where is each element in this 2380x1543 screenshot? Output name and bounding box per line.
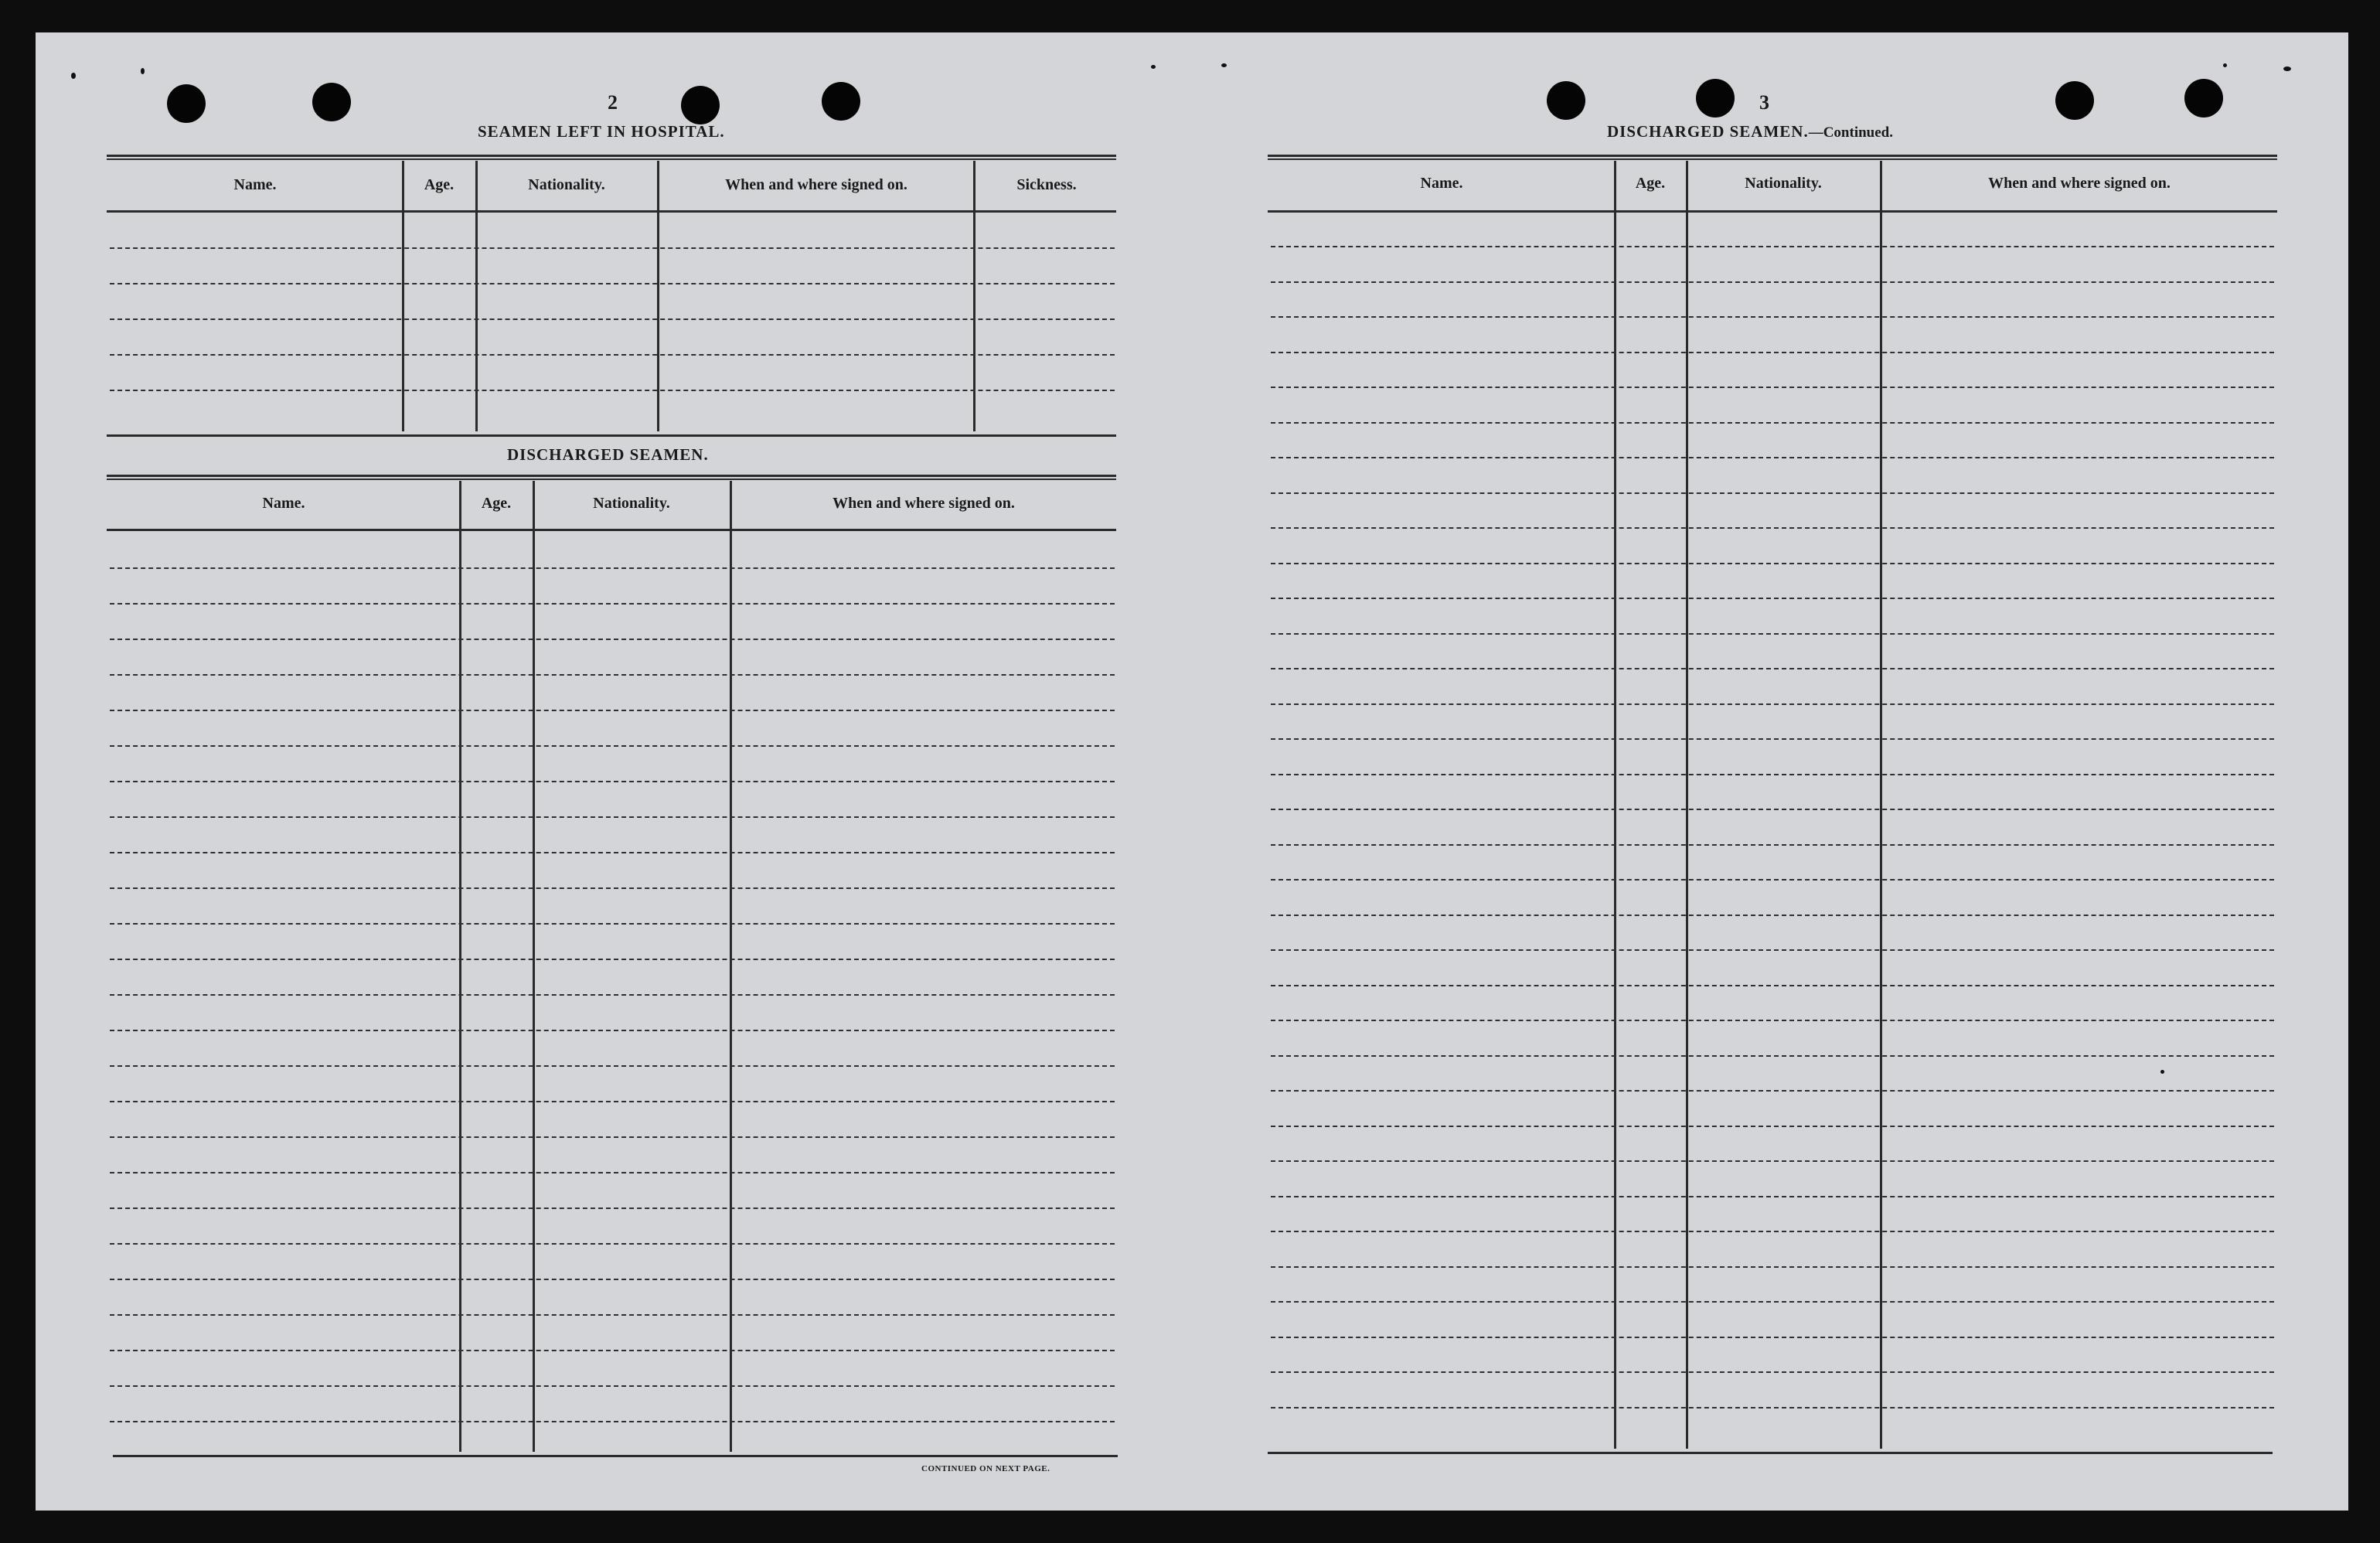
blank-entry-line [1271,915,2274,916]
column-header-nationality: Nationality. [1745,175,1822,192]
document-sheet [36,32,2348,1511]
blank-entry-line [1271,1020,2274,1021]
column-header-name: Name. [1420,175,1463,192]
page-number: 3 [1759,91,1769,114]
blank-entry-line [1271,1160,2274,1162]
discharged-section-title: DISCHARGED SEAMEN. [507,445,709,464]
blank-entry-line [1271,809,2274,810]
blank-entry-line [1271,1371,2274,1373]
blank-entry-line [1271,738,2274,740]
column-header-name: Name. [262,495,305,512]
blank-entry-line [1271,422,2274,424]
table-top-rule [1268,155,2277,160]
title-suffix: —Continued. [1808,124,1893,141]
column-header-name: Name. [233,176,277,193]
column-divider [1880,161,1882,1449]
column-header-signed-on: When and where signed on. [1988,175,2171,192]
blank-entry-line [1271,1055,2274,1057]
blank-entry-line [1271,949,2274,951]
blank-entry-line [1271,1407,2274,1408]
blank-entry-line [1271,457,2274,458]
discharged-continued-title [1607,122,1893,141]
column-header-signed-on: When and where signed on. [832,495,1015,512]
blank-entry-line [1271,668,2274,669]
blank-entry-line [1271,985,2274,986]
blank-entry-line [1271,1301,2274,1303]
page-number: 2 [608,91,618,114]
column-header-nationality: Nationality. [528,176,605,193]
blank-entry-line [1271,281,2274,283]
column-divider [1614,161,1616,1449]
column-header-age: Age. [1635,175,1666,192]
column-header-sickness: Sickness. [1016,176,1077,193]
table-bottom-rule [1268,1452,2273,1454]
blank-entry-line [1271,1126,2274,1127]
blank-entry-line [1271,246,2274,247]
blank-entry-line [1271,1337,2274,1338]
blank-entry-line [1271,879,2274,880]
blank-entry-line [1271,774,2274,775]
blank-entry-line [1271,844,2274,846]
column-header-age: Age. [424,176,455,193]
blank-entry-line [1271,492,2274,494]
blank-entry-line [1271,1090,2274,1092]
blank-entry-line [1271,633,2274,635]
blank-entry-line [1271,703,2274,705]
blank-entry-line [1271,1266,2274,1268]
blank-entry-line [1271,1231,2274,1232]
column-header-age: Age. [481,495,512,512]
blank-entry-line [1271,1196,2274,1197]
hospital-section-title: SEAMEN LEFT IN HOSPITAL. [478,122,725,141]
column-divider [1686,161,1688,1449]
blank-entry-line [1271,527,2274,529]
blank-entry-line [1271,316,2274,318]
right-page [36,32,2348,1511]
blank-entry-line [1271,387,2274,388]
column-header-nationality: Nationality. [593,495,670,512]
header-rule [1268,210,2277,213]
blank-entry-line [1271,352,2274,353]
blank-entry-line [1271,563,2274,564]
title-main: DISCHARGED SEAMEN. [1607,122,1809,141]
blank-entry-line [1271,598,2274,599]
column-header-signed-on: When and where signed on. [725,176,907,193]
continued-footer: CONTINUED ON NEXT PAGE. [921,1464,1050,1473]
